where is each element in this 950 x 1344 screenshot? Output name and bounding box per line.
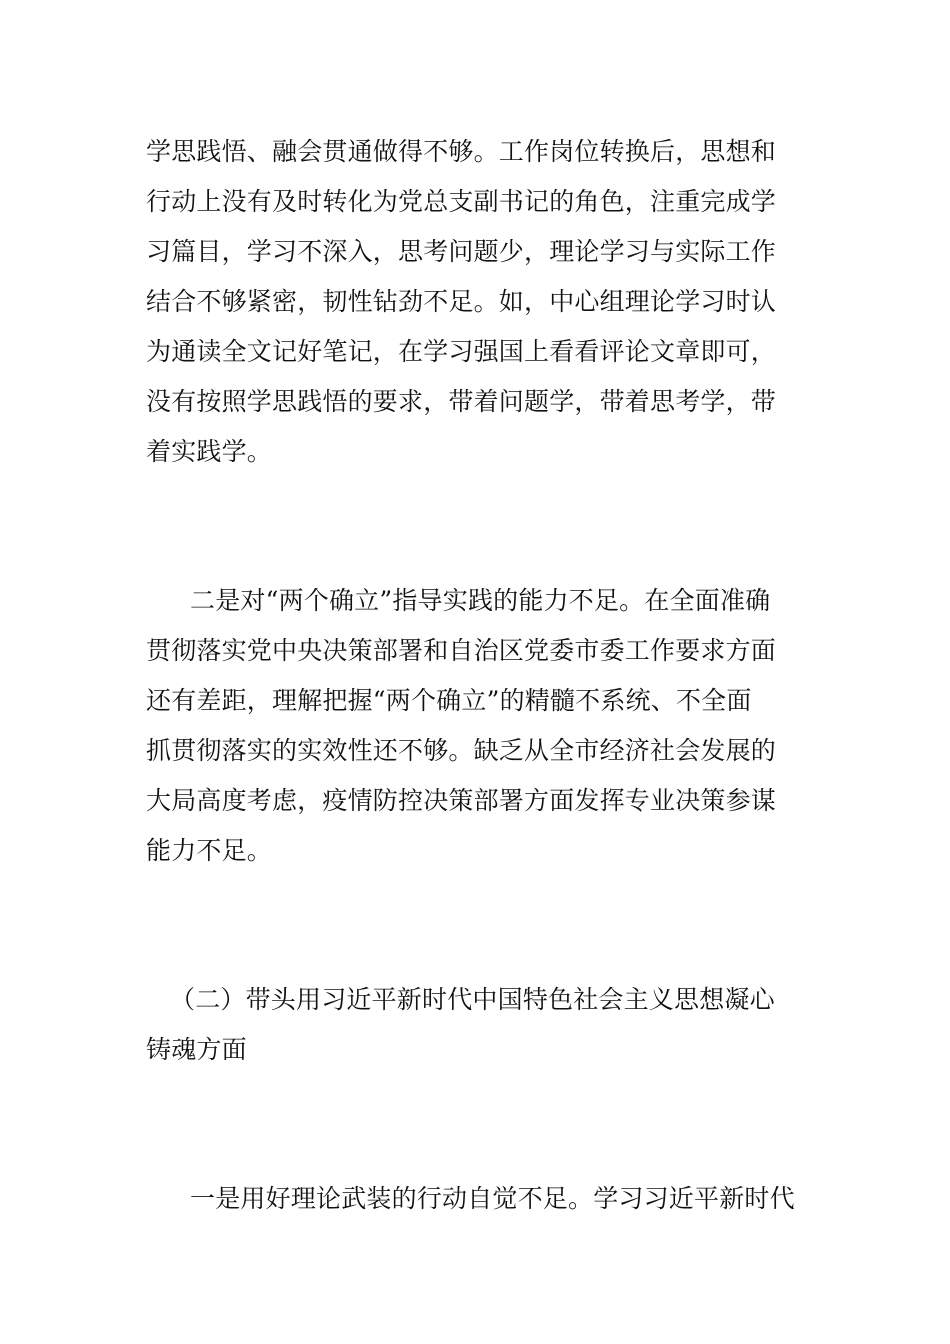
paragraph-2-line-3: 还有差距，理解把握“两个确立”的精髓不系统、不全面 xyxy=(146,686,752,715)
paragraph-1-line-3: 习篇目，学习不深入，思考问题少，理论学习与实际工作 xyxy=(146,237,777,266)
paragraph-2-line-2: 贯彻落实党中央决策部署和自治区党委市委工作要求方面 xyxy=(146,636,777,665)
paragraph-3-line-1: 一是用好理论武装的行动自觉不足。学习习近平新时代 xyxy=(190,1184,795,1213)
paragraph-1-line-2: 行动上没有及时转化为党总支副书记的角色，注重完成学 xyxy=(146,187,777,216)
paragraph-2-line-6: 能力不足。 xyxy=(146,836,273,865)
section-heading-line-1: （二）带头用习近平新时代中国特色社会主义思想凝心 xyxy=(170,985,775,1014)
paragraph-1-line-7: 着实践学。 xyxy=(146,437,273,466)
paragraph-1-line-5: 为通读全文记好笔记，在学习强国上看看评论文章即可， xyxy=(146,337,777,366)
paragraph-2-line-4: 抓贯彻落实的实效性还不够。缺乏从全市经济社会发展的 xyxy=(146,736,777,765)
paragraph-1-line-1: 学思践悟、融会贯通做得不够。工作岗位转换后，思想和 xyxy=(146,137,777,166)
section-heading-line-2: 铸魂方面 xyxy=(146,1035,247,1064)
paragraph-2-line-5: 大局高度考虑，疫情防控决策部署方面发挥专业决策参谋 xyxy=(146,786,777,815)
paragraph-1-line-6: 没有按照学思践悟的要求，带着问题学，带着思考学，带 xyxy=(146,387,777,416)
paragraph-1-line-4: 结合不够紧密，韧性钻劲不足。如，中心组理论学习时认 xyxy=(146,287,777,316)
paragraph-2-line-1: 二是对“两个确立”指导实践的能力不足。在全面准确 xyxy=(190,586,771,615)
